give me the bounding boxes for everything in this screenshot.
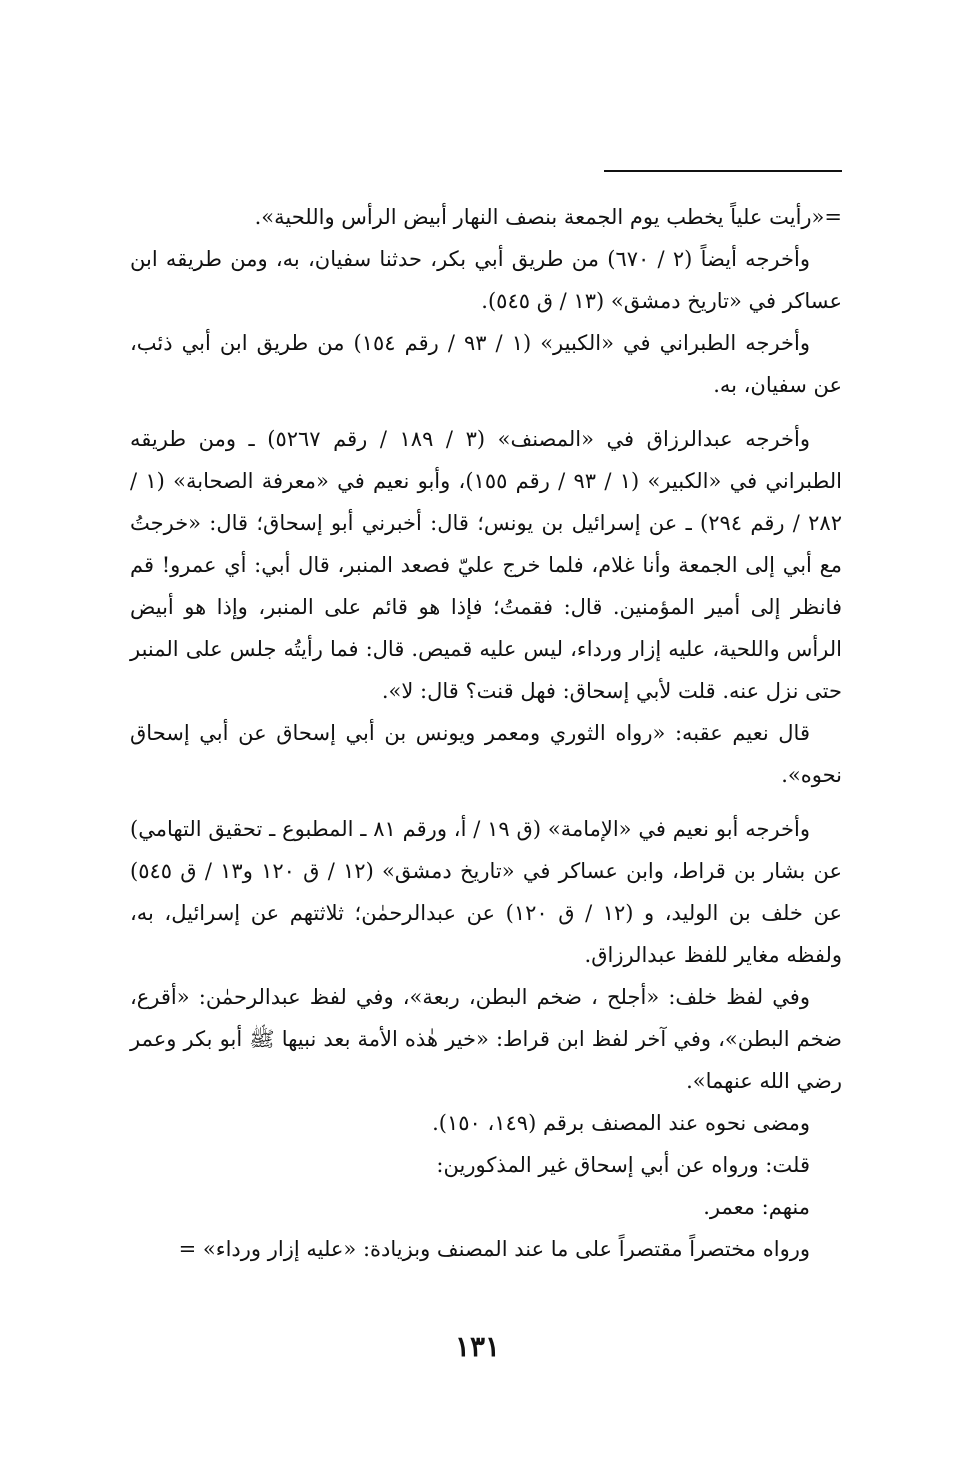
footnote-paragraph: وأخرجه أيضاً (٢ / ٦٧٠) من طريق أبي بكر، حدثنا سفيان، به، ومن طريقه ابن عساكر في «تاريخ دمشق» (١٣ / ق ٥٤٥).: [130, 247, 842, 313]
footnote-paragraph: قال نعيم عقبه: «رواه الثوري ومعمر ويونس بن أبي إسحاق عن أبي إسحاق نحوه».: [130, 721, 842, 787]
footnote-paragraph: =«رأيت علياً يخطب يوم الجمعة بنصف النهار أبيض الرأس واللحية».: [254, 205, 842, 229]
footnote-paragraph: ورواه مختصراً مقتصراً على ما عند المصنف وبزيادة: «عليه إزار ورداء» =: [178, 1237, 810, 1261]
footnote-separator-rule: [604, 170, 842, 172]
footnote-paragraph: قلت: ورواه عن أبي إسحاق غير المذكورين:: [436, 1153, 810, 1177]
footnote-paragraph: وفي لفظ خلف: «أجلح ، ضخم البطن، ربعة»، وفي لفظ عبدالرحمٰن: «أقرع، ضخم البطن»، وفي آخر لفظ ابن قراط: «خير هٰذه الأمة بعد نبيها ﷺ أبو بكر وعمر رضي الله عنهما».: [130, 985, 842, 1093]
footnote-paragraph: وأخرجه عبدالرزاق في «المصنف» (٣ / ١٨٩ / رقم ٥٢٦٧) ـ ومن طريقه الطبراني في «الكبير» (١ / ٩٣ / رقم ١٥٥)، وأبو نعيم في «معرفة الصحابة» (١ / ٢٨٢ / رقم ٢٩٤) ـ عن إسرائيل بن يونس؛ قال: أخبرني أبو إسحاق؛ قال: «خرجتُ مع أبي إلى الجمعة وأنا غلام، فلما خرج عليّ فصعد المنبر، قال أبي: أي عمرو! قم فانظر إلى أمير المؤمنين. قال: فقمتُ؛ فإذا هو قائم على المنبر، وإذا هو أبيض الرأس واللحية، عليه إزار ورداء، ليس عليه قميص. قال: فما رأيتُه جلس على المنبر حتى نزل عنه. قلت لأبي إسحاق: فهل قنت؟ قال: لا».: [130, 427, 842, 703]
footnote-text-block: [130, 196, 842, 1270]
footnote-paragraph: وأخرجه الطبراني في «الكبير» (١ / ٩٣ / رقم ١٥٤) من طريق ابن أبي ذئب، عن سفيان، به.: [130, 331, 842, 397]
page-number: ١٣١: [454, 1330, 501, 1363]
footnote-paragraph: ومضى نحوه عند المصنف برقم (١٤٩، ١٥٠).: [432, 1111, 810, 1135]
footnote-paragraph: منهم: معمر.: [703, 1195, 810, 1219]
footnote-paragraph: وأخرجه أبو نعيم في «الإمامة» (ق ١٩ / أ، ورقم ٨١ ـ المطبوع ـ تحقيق التهامي) عن بشار بن قراط، وابن عساكر في «تاريخ دمشق» (١٢ / ق ١٢٠ و١٣ / ق ٥٤٥) عن خلف بن الوليد، و (١٢ / ق ١٢٠) عن عبدالرحمٰن؛ ثلاثتهم عن إسرائيل، به، ولفظه مغاير للفظ عبدالرزاق.: [130, 817, 842, 967]
